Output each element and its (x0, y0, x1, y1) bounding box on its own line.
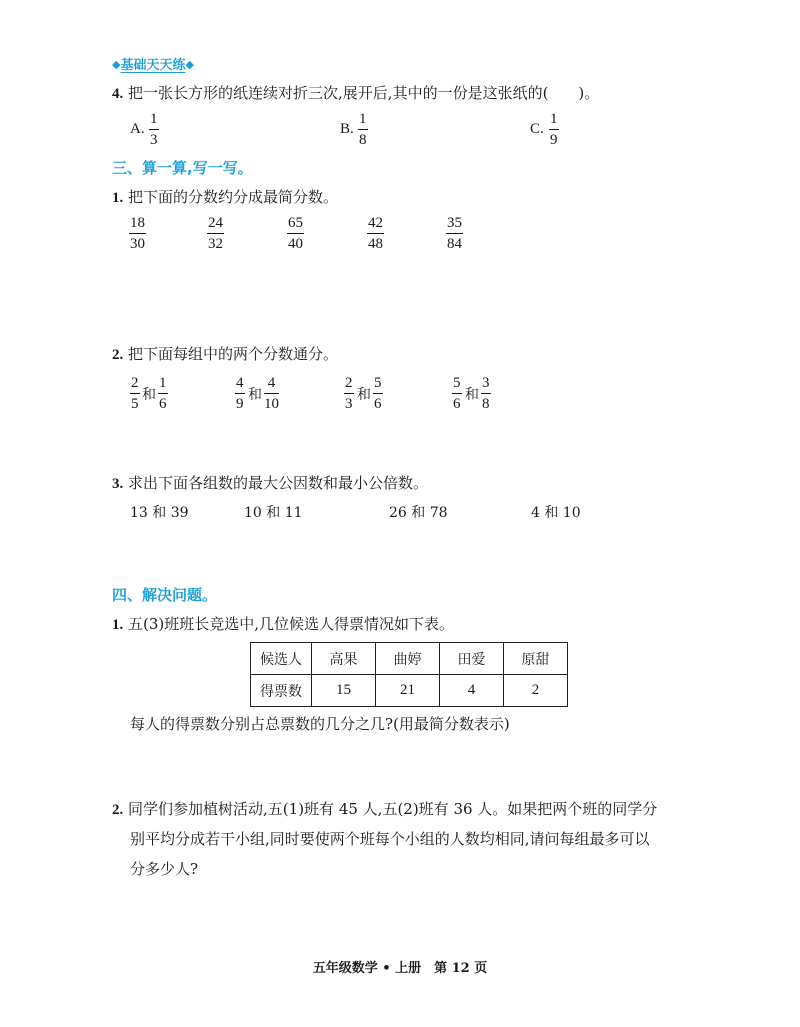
diamond-icon: ◆ (185, 58, 194, 71)
question-text: 把一张长方形的纸连续对折三次,展开后,其中的一份是这张纸的( )。 (128, 84, 600, 102)
vote-count: 15 (312, 675, 376, 707)
denominator: 5 (131, 396, 139, 412)
fraction-item (446, 216, 463, 252)
pair-4-fraction-a (452, 376, 462, 412)
question-number: 2. (112, 347, 124, 363)
numerator: 1 (550, 111, 558, 127)
denominator: 8 (482, 396, 490, 412)
connector-he: 和 (357, 387, 371, 403)
numerator: 18 (130, 215, 145, 231)
numerator: 1 (150, 111, 158, 127)
pair-3-fraction-a (344, 376, 354, 412)
candidate-name: 曲婷 (376, 643, 440, 675)
numerator: 2 (345, 375, 353, 391)
numerator: 5 (374, 375, 382, 391)
question-text: 把下面每组中的两个分数通分。 (128, 345, 339, 363)
badge-title: 基础天天练 (120, 58, 186, 73)
option-a-label: A. (130, 121, 145, 137)
pair-4-fraction-b (481, 376, 491, 412)
question-number: 1. (112, 190, 124, 206)
pair-1-fraction-a (130, 376, 140, 412)
section-4-heading: 四、解决问题。 (112, 586, 218, 604)
option-c-label: C. (530, 121, 544, 137)
denominator: 32 (208, 236, 223, 252)
fraction-item (367, 216, 384, 252)
section-badge (112, 57, 194, 74)
question-text: 把下面的分数约分成最简分数。 (128, 188, 339, 206)
numerator: 4 (267, 375, 276, 391)
denominator: 10 (264, 396, 279, 412)
diamond-icon: ◆ (112, 58, 121, 71)
problem-3-3 (112, 473, 428, 494)
numerator: 65 (288, 215, 303, 231)
problem-4-1 (112, 614, 454, 635)
option-b-fraction (358, 112, 368, 148)
question-text: 五(3)班班长竞选中,几位候选人得票情况如下表。 (128, 615, 455, 633)
denominator: 30 (130, 236, 145, 252)
pair-2-fraction-a (235, 376, 245, 412)
denominator: 9 (550, 132, 558, 148)
question-text-line: 分多少人? (130, 860, 199, 878)
numerator: 1 (359, 111, 367, 127)
vote-count: 21 (376, 675, 440, 707)
denominator: 3 (345, 396, 353, 412)
table-header-cell: 候选人 (251, 643, 312, 675)
denominator: 6 (374, 396, 382, 412)
denominator: 3 (150, 132, 158, 148)
number-group: 4 和 10 (531, 505, 581, 521)
question-text-line: 同学们参加植树活动,五(1)班有 45 人,五(2)班有 36 人。如果把两个班的同学分 (128, 800, 658, 818)
option-b-label: B. (340, 121, 354, 137)
denominator: 48 (368, 236, 383, 252)
problem-4-2 (112, 799, 657, 820)
numerator: 5 (453, 375, 461, 391)
numerator: 3 (482, 375, 490, 391)
question-number: 3. (112, 476, 124, 492)
section-3-heading: 三、算一算,写一写。 (112, 159, 253, 177)
question-4 (112, 83, 599, 104)
fraction-item (287, 216, 304, 252)
vote-count: 2 (504, 675, 568, 707)
fraction-item (207, 216, 224, 252)
page-footer: 五年级数学 • 上册 第 12 页 (312, 961, 488, 976)
problem-3-1 (112, 187, 338, 208)
table-header-cell: 得票数 (251, 675, 312, 707)
problem-4-1-question: 每人的得票数分别占总票数的几分之几?(用最简分数表示) (130, 715, 510, 733)
denominator: 8 (359, 132, 367, 148)
pair-1-fraction-b (158, 376, 168, 412)
denominator: 6 (453, 396, 461, 412)
vote-table (250, 642, 568, 707)
table-row (251, 675, 568, 707)
numerator: 42 (368, 215, 383, 231)
denominator: 6 (159, 396, 167, 412)
question-number: 4. (112, 86, 124, 102)
question-number: 1. (112, 617, 124, 633)
denominator: 40 (288, 236, 303, 252)
question-text-line: 别平均分成若干小组,同时要使两个班每个小组的人数均相同,请问每组最多可以 (130, 830, 650, 848)
numerator: 35 (447, 215, 462, 231)
question-text: 求出下面各组数的最大公因数和最小公倍数。 (128, 474, 429, 492)
numerator: 24 (208, 215, 223, 231)
numerator: 2 (131, 375, 139, 391)
connector-he: 和 (142, 387, 156, 403)
table-row (251, 643, 568, 675)
pair-2-fraction-b (264, 376, 279, 412)
connector-he: 和 (248, 387, 262, 403)
pair-3-fraction-b (373, 376, 383, 412)
fraction-item (129, 216, 146, 252)
denominator: 84 (447, 236, 462, 252)
numerator: 1 (159, 375, 167, 391)
candidate-name: 原甜 (504, 643, 568, 675)
option-c-fraction (549, 112, 559, 148)
vote-count: 4 (440, 675, 504, 707)
candidate-name: 高果 (312, 643, 376, 675)
option-a-fraction (149, 112, 159, 148)
number-group: 13 和 39 (130, 505, 189, 521)
problem-3-2 (112, 344, 338, 365)
number-group: 10 和 11 (244, 505, 303, 521)
connector-he: 和 (465, 387, 479, 403)
number-group: 26 和 78 (389, 505, 448, 521)
denominator: 9 (236, 396, 244, 412)
numerator: 4 (236, 375, 244, 391)
candidate-name: 田爱 (440, 643, 504, 675)
question-number: 2. (112, 802, 124, 818)
